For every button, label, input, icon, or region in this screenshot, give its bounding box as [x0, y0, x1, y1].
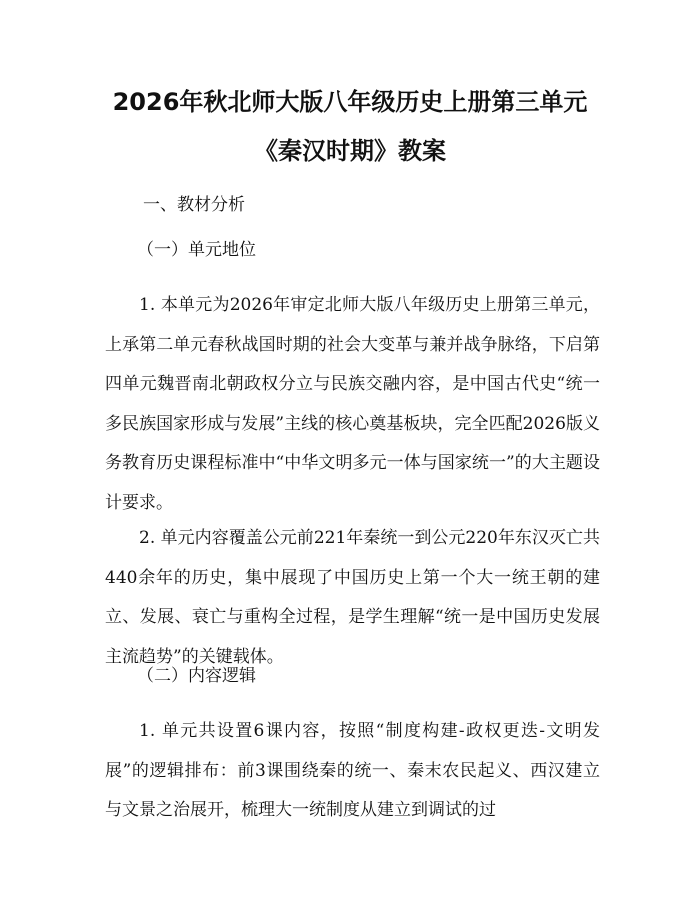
paragraph-unit-position-2: 2. 单元内容覆盖公元前221年秦统一到公元220年东汉灭亡共440余年的历史，集中展现了中国历史上第一个大一统王朝的建立、发展、衰亡与重构全过程，是学生理解“统一是中国历史发展主流趋势”的关键载体。: [105, 528, 600, 667]
paragraph-unit-position-1: 1. 本单元为2026年审定北师大版八年级历史上册第三单元，上承第二单元春秋战国时期的社会大变革与兼并战争脉络，下启第四单元魏晋南北朝政权分立与民族交融内容，是中国古代史“统一多民族国家形成与发展”主线的核心奠基板块，完全匹配2026版义务教育历史课程标准中“中华文明多元一体与国家统一”的大主题设计要求。: [105, 295, 600, 513]
document-title-line-2: 《秦汉时期》教案: [254, 137, 446, 165]
document-title-line-1: 2026年秋北师大版八年级历史上册第三单元: [112, 88, 588, 116]
section-heading-textbook-analysis: 一、教材分析: [143, 195, 245, 215]
subsection-heading-content-logic: （二）内容逻辑: [137, 666, 256, 686]
paragraph-content-logic-1: 1. 单元共设置6课内容，按照“制度构建-政权更迭-文明发展”的逻辑排布：前3课围绕秦的统一、秦末农民起义、西汉建立与文景之治展开，梳理大一统制度从建立到调试的过: [105, 721, 600, 820]
subsection-heading-unit-position: （一）单元地位: [137, 240, 256, 260]
